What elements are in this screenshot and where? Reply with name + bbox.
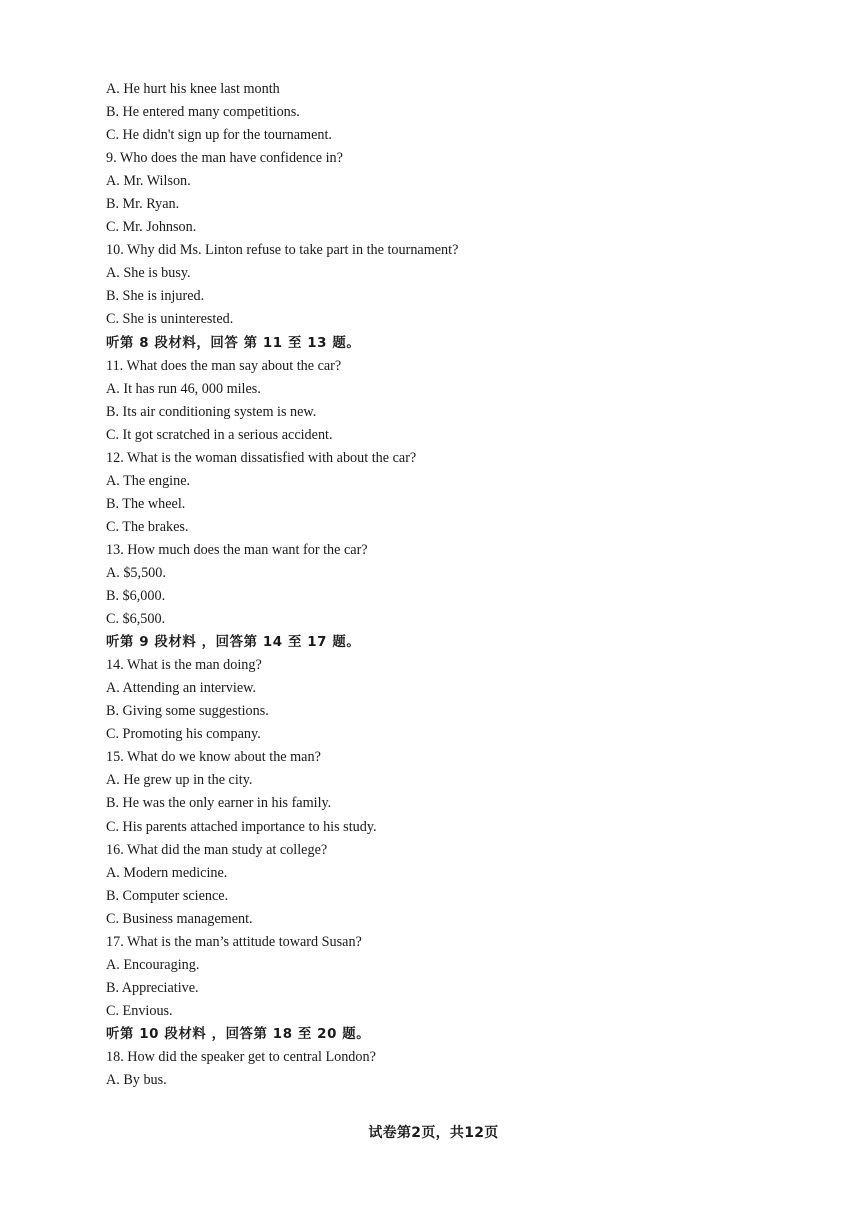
option-line: A. $5,500. (106, 564, 166, 581)
option-line: A. The engine. (106, 472, 191, 489)
option-line: C. He didn't sign up for the tournament. (106, 127, 332, 144)
option-line: A. By bus. (106, 1072, 167, 1089)
question-text: 9. Who does the man have confidence in? (106, 150, 343, 167)
option-line: B. $6,000. (106, 588, 166, 605)
question-text: 17. What is the man’s attitude toward Susan? (106, 933, 362, 950)
question-list (106, 78, 806, 1092)
option-line: A. Mr. Wilson. (106, 173, 191, 190)
option-line: C. It got scratched in a serious accident. (106, 426, 333, 443)
option-line: B. Its air conditioning system is new. (106, 403, 317, 420)
option-line: C. She is uninterested. (106, 311, 234, 328)
option-line: A. He hurt his knee last month (106, 81, 280, 97)
question-text: 12. What is the woman dissatisfied with about the car? (106, 449, 417, 466)
option-line: B. The wheel. (106, 495, 186, 512)
section-heading: 听第 8 段材料，回答 第 11 至 13 题。 (106, 335, 361, 351)
question-text: 16. What did the man study at college? (106, 841, 328, 858)
option-line: C. Business management. (106, 910, 253, 927)
option-line: B. He was the only earner in his family. (106, 795, 332, 812)
option-line: C. Promoting his company. (106, 726, 261, 743)
option-line: A. She is busy. (106, 265, 191, 282)
question-text: 11. What does the man say about the car? (106, 357, 342, 374)
option-line: C. His parents attached importance to his study. (106, 818, 377, 835)
option-line: C. The brakes. (106, 518, 189, 535)
option-line: C. Envious. (106, 1002, 173, 1019)
option-line: C. Mr. Johnson. (106, 219, 197, 236)
option-line: B. Appreciative. (106, 979, 199, 996)
option-line: B. She is injured. (106, 288, 205, 305)
option-line: A. Modern medicine. (106, 864, 228, 881)
option-line: B. Mr. Ryan. (106, 196, 180, 213)
option-line: A. It has run 46, 000 miles. (106, 380, 261, 397)
section-heading: 听第 9 段材料 ，回答第 14 至 17 题。 (106, 635, 361, 651)
question-text: 10. Why did Ms. Linton refuse to take part in the tournament? (106, 242, 459, 259)
option-line: C. $6,500. (106, 611, 166, 628)
option-line: B. Giving some suggestions. (106, 703, 269, 720)
question-text: 15. What do we know about the man? (106, 749, 321, 766)
question-text: 14. What is the man doing? (106, 657, 262, 674)
option-line: B. Computer science. (106, 887, 229, 904)
option-line: A. Attending an interview. (106, 680, 256, 697)
page-footer: 试卷第2页，共12页 (368, 1125, 499, 1141)
option-line: B. He entered many competitions. (106, 104, 300, 121)
option-line: A. Encouraging. (106, 956, 200, 973)
question-text: 13. How much does the man want for the car? (106, 541, 368, 558)
question-text: 18. How did the speaker get to central London? (106, 1048, 376, 1065)
option-line: A. He grew up in the city. (106, 772, 253, 789)
section-heading: 听第 10 段材料 ，回答第 18 至 20 题。 (106, 1026, 371, 1042)
